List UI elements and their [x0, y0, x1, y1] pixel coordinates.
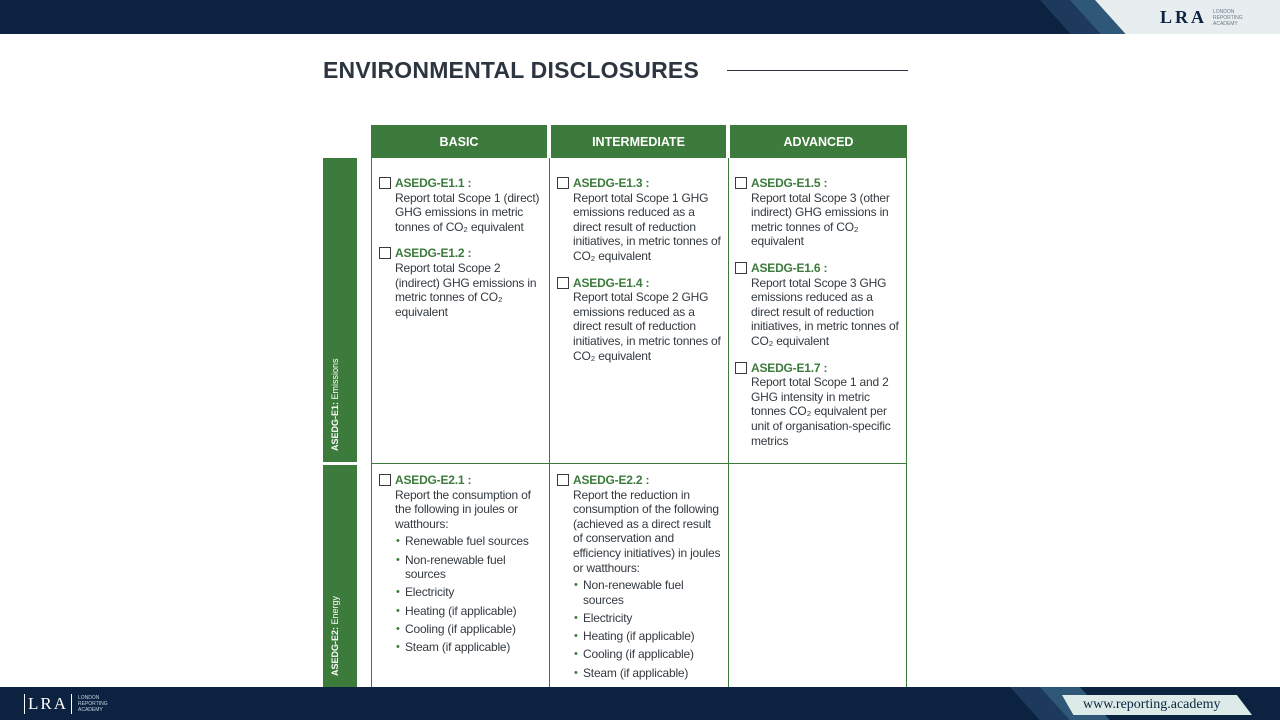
bullet-text: Electricity	[405, 585, 455, 600]
bullet-item	[395, 604, 544, 619]
cell-e1-intermediate	[557, 176, 722, 375]
bullet-text: Electricity	[583, 610, 633, 625]
disclosure-item	[735, 361, 902, 449]
cell-e2-basic	[379, 473, 544, 667]
disclosure-code: ASEDG-E1.5 :	[751, 176, 828, 190]
bullet-icon: •	[396, 586, 400, 599]
bullet-item	[573, 611, 722, 626]
logo-subtitle: LONDON REPORTING ACADEMY	[1213, 8, 1243, 27]
disclosure-code: ASEDG-E2.1 :	[395, 473, 472, 487]
disclosure-text: Report total Scope 2 (indirect) GHG emissions in metric tonnes of CO₂ equivalent	[395, 260, 537, 319]
logo-text: LRA	[1160, 7, 1208, 27]
bullet-icon: •	[574, 630, 578, 643]
cell-e1-advanced	[735, 176, 902, 460]
logo-subtitle: LONDON REPORTING ACADEMY	[78, 695, 108, 713]
bullet-icon: •	[396, 622, 400, 635]
bullet-icon: •	[396, 640, 400, 653]
column-header-basic: BASIC	[371, 125, 547, 158]
disclosure-code: ASEDG-E1.3 :	[573, 176, 650, 190]
bullet-item	[573, 647, 722, 662]
row-code: ASEDG-E1:	[330, 401, 340, 451]
disclosure-text: Report total Scope 1 (direct) GHG emissions in metric tonnes of CO₂ equivalent	[395, 190, 540, 234]
column-header-advanced: ADVANCED	[730, 125, 907, 158]
bullet-text: Non-renewable fuel sources	[405, 552, 506, 582]
bullet-list	[573, 578, 722, 680]
disclosure-code: ASEDG-E1.6 :	[751, 260, 828, 275]
bullet-item	[395, 640, 544, 655]
disclosure-item	[557, 276, 722, 364]
row-header-emissions	[323, 158, 357, 462]
disclosure-item	[557, 176, 722, 264]
bullet-text: Steam (if applicable)	[405, 639, 511, 654]
checkbox[interactable]	[735, 177, 747, 189]
column-header-intermediate: INTERMEDIATE	[551, 125, 726, 158]
bullet-icon: •	[396, 604, 400, 617]
disclosure-text: Report total Scope 3 GHG emissions reduced as a direct result of reduction initiatives, in metric tonnes of CO₂ equivalent	[751, 275, 899, 348]
bullet-item	[395, 585, 544, 600]
bullet-text: Non-renewable fuel sources	[583, 578, 684, 607]
logo-text: LRA	[24, 694, 72, 714]
bullet-icon: •	[574, 579, 578, 592]
row-header-label	[330, 596, 340, 676]
cell-e1-basic	[379, 176, 544, 331]
disclosure-code: ASEDG-E2.2 :	[573, 473, 650, 487]
footer-logo	[24, 694, 118, 714]
bullet-icon: •	[396, 553, 400, 566]
row-header-energy	[323, 465, 357, 687]
checkbox[interactable]	[379, 177, 391, 189]
row-code: ASEDG-E2:	[330, 626, 340, 676]
header-logo	[1160, 7, 1253, 28]
checkbox[interactable]	[557, 177, 569, 189]
title-rule	[727, 70, 908, 71]
bullet-item	[395, 534, 544, 549]
footer-url[interactable]: www.reporting.academy	[1083, 697, 1221, 712]
disclosure-item	[379, 473, 544, 655]
bullet-item	[573, 578, 722, 607]
grid-divider	[549, 158, 550, 688]
disclosure-item	[379, 176, 544, 234]
row-name: Emissions	[330, 358, 340, 400]
page-title: ENVIRONMENTAL DISCLOSURES	[323, 57, 700, 83]
bullet-icon: •	[574, 648, 578, 661]
disclosure-text: Report total Scope 1 and 2 GHG intensity in metric tonnes CO₂ equivalent per unit of organisation-specific metrics	[751, 375, 891, 448]
disclosure-item	[735, 261, 902, 349]
bullet-text: Heating (if applicable)	[583, 629, 695, 644]
checkbox[interactable]	[735, 362, 747, 374]
row-header-label	[330, 358, 340, 451]
disclosure-text: Report total Scope 1 GHG emissions reduced as a direct result of reduction initiatives, in metric tonnes of CO₂ equivalent	[573, 190, 721, 263]
bullet-item	[395, 622, 544, 637]
bullet-item	[395, 553, 544, 582]
grid-divider	[371, 463, 907, 464]
bullet-text: Steam (if applicable)	[583, 665, 689, 680]
bullet-list	[395, 534, 544, 654]
disclosure-text: Report total Scope 3 (other indirect) GHG emissions in metric tonnes of CO₂ equivalent	[751, 190, 890, 249]
cell-e2-intermediate	[557, 473, 722, 692]
bullet-text: Renewable fuel sources	[405, 534, 529, 549]
checkbox[interactable]	[379, 247, 391, 259]
header-band	[0, 0, 1280, 34]
bullet-text: Cooling (if applicable)	[405, 621, 516, 636]
checkbox[interactable]	[379, 474, 391, 486]
bullet-text: Cooling (if applicable)	[583, 647, 694, 662]
disclosure-text: Report the reduction in consumption of the following (achieved as a direct result of conservation and efficiency initiatives) in joules or watthours:	[573, 487, 721, 575]
bullet-item	[573, 666, 722, 681]
bullet-icon: •	[396, 535, 400, 548]
disclosure-item	[735, 176, 902, 249]
checkbox[interactable]	[735, 262, 747, 274]
bullet-icon: •	[574, 666, 578, 679]
disclosure-code: ASEDG-E1.2 :	[395, 246, 472, 261]
disclosure-code: ASEDG-E1.4 :	[573, 275, 650, 290]
checkbox[interactable]	[557, 277, 569, 289]
row-name: Energy	[330, 595, 340, 625]
checkbox[interactable]	[557, 474, 569, 486]
bullet-text: Heating (if applicable)	[405, 603, 517, 618]
grid-divider	[728, 158, 729, 688]
disclosure-text: Report total Scope 2 GHG emissions reduced as a direct result of reduction initiatives, in metric tonnes of CO₂ equivalent	[573, 290, 721, 363]
bullet-icon: •	[574, 611, 578, 624]
disclosure-item	[557, 473, 722, 680]
bullet-item	[573, 629, 722, 644]
disclosure-code: ASEDG-E1.1 :	[395, 176, 472, 190]
disclosure-code: ASEDG-E1.7 :	[751, 360, 828, 375]
disclosure-text: Report the consumption of the following in joules or watthours:	[395, 487, 531, 531]
disclosure-item	[379, 246, 544, 319]
